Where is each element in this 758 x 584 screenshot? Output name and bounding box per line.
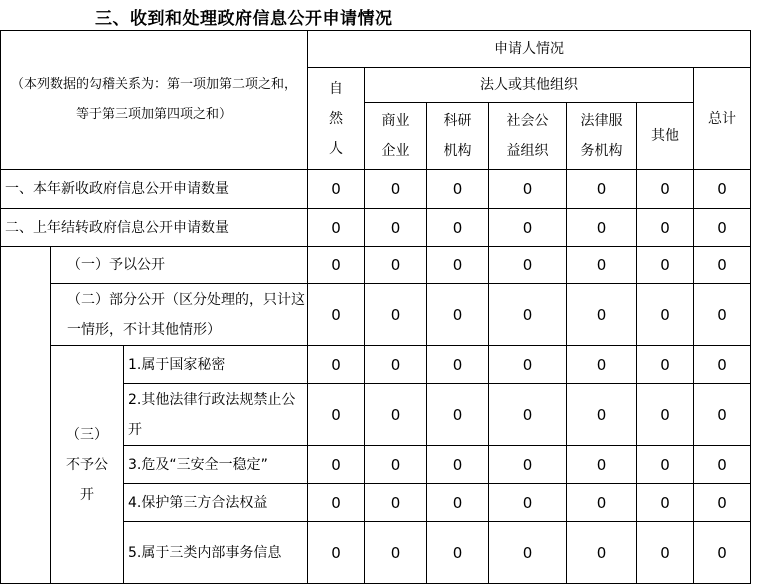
cell-value: 0 (427, 522, 489, 584)
cell-value: 0 (637, 209, 694, 247)
cell-value: 0 (308, 247, 365, 284)
cell-value: 0 (637, 484, 694, 522)
cell-value: 0 (489, 170, 567, 209)
row-label: 2.其他法律行政法规禁止公开 (124, 384, 308, 446)
natural-person-header: 自 然 人 (308, 68, 365, 170)
cell-value: 0 (308, 446, 365, 484)
table-row (1, 170, 751, 209)
row-label: 1.属于国家秘密 (124, 346, 308, 384)
cell-value: 0 (489, 346, 567, 384)
section-title: 三、收到和处理政府信息公开申请情况 (95, 9, 393, 29)
cell-value: 0 (567, 522, 637, 584)
cell-value: 0 (694, 446, 751, 484)
cell-value: 0 (308, 484, 365, 522)
cell-value: 0 (567, 484, 637, 522)
commercial-header: 商业 企业 (365, 103, 427, 170)
cell-value: 0 (427, 346, 489, 384)
cell-value: 0 (637, 170, 694, 209)
table-row (1, 346, 751, 384)
cell-value: 0 (694, 247, 751, 284)
cell-value: 0 (427, 170, 489, 209)
cell-value: 0 (427, 446, 489, 484)
cell-value: 0 (308, 284, 365, 346)
cell-value: 0 (308, 522, 365, 584)
cell-value: 0 (489, 247, 567, 284)
row-label: 5.属于三类内部事务信息 (124, 522, 308, 584)
row-label: 4.保护第三方合法权益 (124, 484, 308, 522)
cell-value: 0 (637, 522, 694, 584)
cell-value: 0 (694, 170, 751, 209)
cell-value: 0 (308, 384, 365, 446)
cell-value: 0 (637, 346, 694, 384)
cell-value: 0 (567, 284, 637, 346)
row-label: （一）予以公开 (51, 247, 308, 284)
cell-value: 0 (365, 384, 427, 446)
table-row (1, 209, 751, 247)
cell-value: 0 (567, 346, 637, 384)
cell-value: 0 (365, 484, 427, 522)
cell-value: 0 (365, 284, 427, 346)
row-label: 一、本年新收政府信息公开申请数量 (1, 170, 308, 209)
cell-value: 0 (489, 484, 567, 522)
cell-value: 0 (567, 209, 637, 247)
table-row (1, 284, 751, 346)
cell-value: 0 (489, 384, 567, 446)
cell-value: 0 (694, 284, 751, 346)
cell-value: 0 (365, 346, 427, 384)
social-header: 社会公 益组织 (489, 103, 567, 170)
other-header: 其他 (637, 103, 694, 170)
cell-value: 0 (694, 484, 751, 522)
cell-value: 0 (365, 247, 427, 284)
indent-spacer (1, 247, 51, 584)
cell-value: 0 (489, 446, 567, 484)
note-cell (1, 31, 308, 170)
cell-value: 0 (308, 346, 365, 384)
cell-value: 0 (365, 446, 427, 484)
cell-value: 0 (637, 446, 694, 484)
cell-value: 0 (427, 284, 489, 346)
cell-value: 0 (567, 384, 637, 446)
cell-value: 0 (308, 170, 365, 209)
row-label: 3.危及“三安全一稳定” (124, 446, 308, 484)
info-disclosure-table (0, 30, 751, 584)
cell-value: 0 (365, 522, 427, 584)
table-row (1, 247, 751, 284)
total-header: 总计 (694, 68, 751, 170)
cell-value: 0 (489, 284, 567, 346)
research-header: 科研 机构 (427, 103, 489, 170)
cell-value: 0 (637, 247, 694, 284)
cell-value: 0 (427, 384, 489, 446)
row-label: 二、上年结转政府信息公开申请数量 (1, 209, 308, 247)
cell-value: 0 (694, 209, 751, 247)
cell-value: 0 (694, 384, 751, 446)
cell-value: 0 (694, 346, 751, 384)
cell-value: 0 (365, 170, 427, 209)
applicant-situation-header: 申请人情况 (308, 31, 751, 68)
cell-value: 0 (694, 522, 751, 584)
cell-value: 0 (427, 484, 489, 522)
group3-label: （三） 不予公 开 (51, 346, 124, 584)
cell-value: 0 (427, 247, 489, 284)
note-text: （本列数据的勾稽关系为：第一项加第二项之和，等于第三项加第四项之和） (10, 77, 297, 122)
cell-value: 0 (567, 247, 637, 284)
cell-value: 0 (365, 209, 427, 247)
cell-value: 0 (567, 446, 637, 484)
cell-value: 0 (637, 284, 694, 346)
legal-service-header: 法律服 务机构 (567, 103, 637, 170)
legal-org-header: 法人或其他组织 (365, 68, 694, 103)
cell-value: 0 (489, 209, 567, 247)
cell-value: 0 (308, 209, 365, 247)
cell-value: 0 (567, 170, 637, 209)
cell-value: 0 (637, 384, 694, 446)
cell-value: 0 (427, 209, 489, 247)
cell-value: 0 (489, 522, 567, 584)
row-label: （二）部分公开（区分处理的，只计这一情形，不计其他情形） (51, 284, 308, 346)
